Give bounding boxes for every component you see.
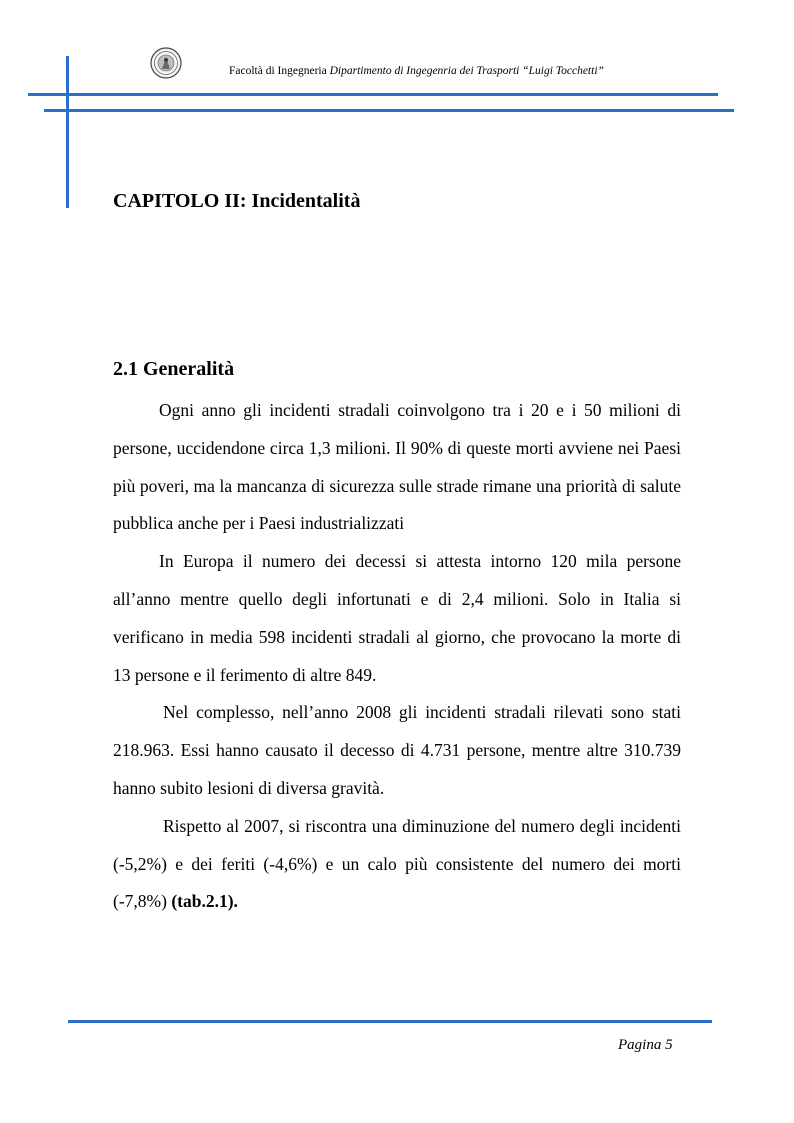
header-rule-upper: [28, 93, 718, 96]
paragraph-4-text: Rispetto al 2007, si riscontra una diminuzione del numero degli incidenti (-5,2%) e dei feriti (-4,6%) e un calo più consistente del numero dei morti (-7,8%): [113, 815, 681, 912]
department-name: Dipartimento di Ingegenria dei Trasporti “Luigi Tocchetti”: [329, 65, 604, 77]
page-header: [229, 65, 604, 77]
section-title: 2.1 Generalità: [113, 358, 235, 380]
section-body: [113, 392, 681, 921]
paragraph-2: In Europa il numero dei decessi si attesta intorno 120 mila persone all’anno mentre quello degli infortunati e di 2,4 milioni. Solo in Italia si verificano in media 598 incidenti stradali al giorno, che provocano la morte di 13 persone e il ferimento di altre 849.: [113, 551, 681, 685]
header-vertical-rule: [66, 56, 69, 208]
footer-rule: [68, 1020, 712, 1023]
page-number: Pagina 5: [618, 1037, 673, 1053]
paragraph-4: [113, 808, 681, 921]
faculty-name: Facoltà di Ingegneria: [229, 65, 327, 77]
paragraph-1: Ogni anno gli incidenti stradali coinvolgono tra i 20 e i 50 milioni di persone, uccidendone circa 1,3 milioni. Il 90% di queste morti avviene nei Paesi più poveri, ma la mancanza di sicurezza sulle strade rimane una priorità di salute pubblica anche per i Paesi industrializzati: [113, 400, 681, 534]
university-seal-icon: [150, 47, 182, 79]
table-reference: (tab.2.1).: [171, 891, 238, 912]
paragraph-3: Nel complesso, nell’anno 2008 gli incidenti stradali rilevati sono stati 218.963. Essi hanno causato il decesso di 4.731 persone, mentre altre 310.739 hanno subito lesioni di diversa gravità.: [113, 702, 681, 798]
header-rule-lower: [44, 109, 734, 112]
chapter-title: CAPITOLO II: Incidentalità: [113, 190, 361, 212]
